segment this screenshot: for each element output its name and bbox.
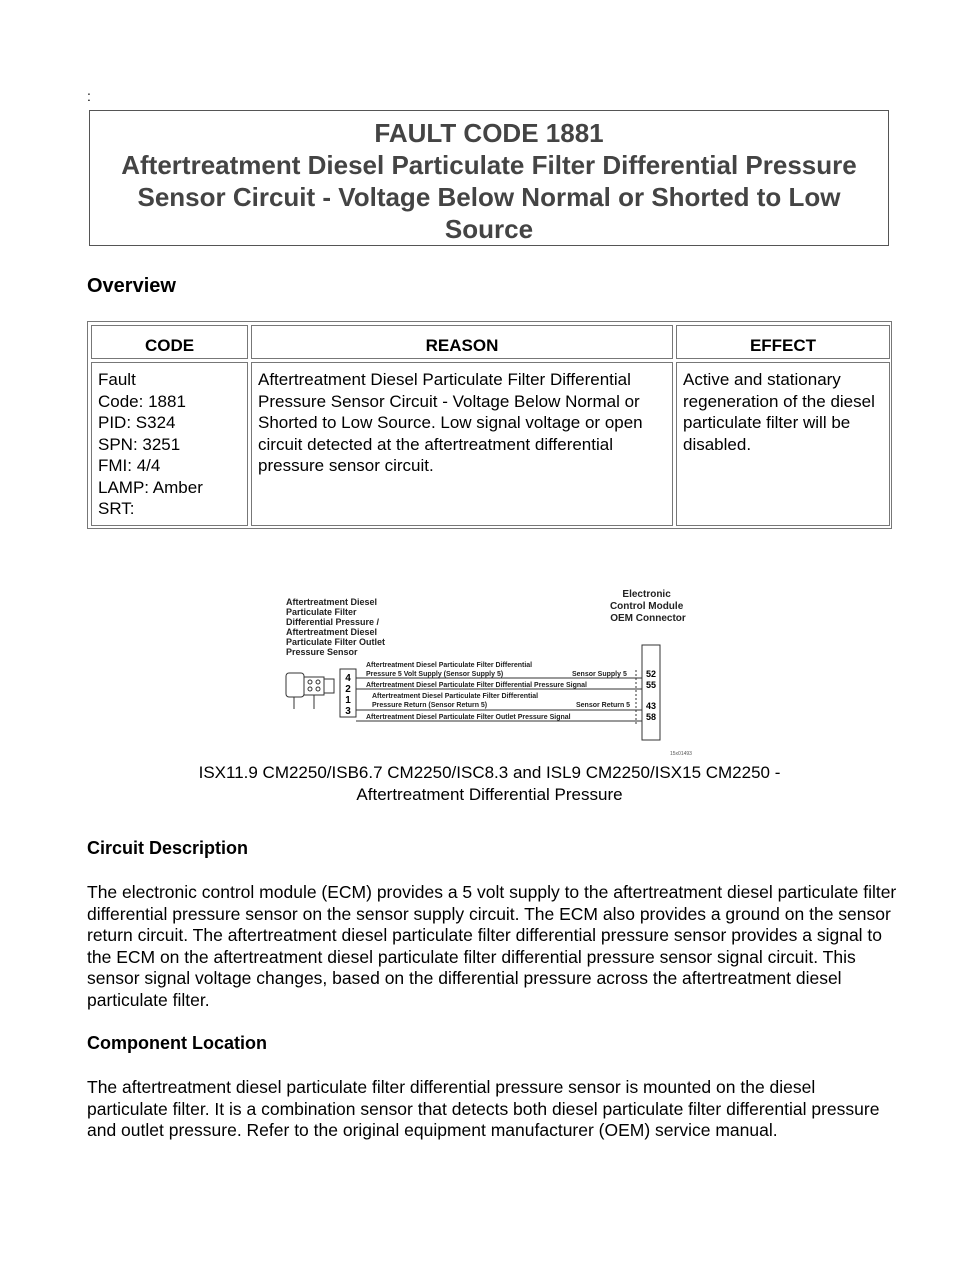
- code-line: Code: 1881: [98, 391, 186, 411]
- ecm-connector: [642, 645, 660, 740]
- reason-cell: Aftertreatment Diesel Particulate Filter Differential Pressure Sensor Circuit - Voltage Below Normal or Shorted to Low Source. Low signal voltage or open circuit detected at the aftertreatment differential pressure sensor circuit.: [251, 362, 673, 526]
- wire-label: Pressure Return (Sensor Return 5): [372, 702, 488, 709]
- sensor-pin: 3: [345, 706, 351, 717]
- ecm-pin: 58: [645, 712, 657, 722]
- circuit-description-text: The electronic control module (ECM) provides a 5 volt supply to the aftertreatment diesel particulate filter differential pressure sensor on the sensor supply circuit. The ECM also provides a ground on the sensor return circuit. The aftertreatment diesel particulate filter differential pressure sensor provides a signal to the ECM on the aftertreatment diesel particulate filter differential pressure sensor signal circuit. This sensor signal voltage changes, based on the differential pressure across the aftertreatment diesel particulate filter.: [87, 882, 897, 1010]
- column-header-effect: EFFECT: [676, 325, 890, 359]
- sensor-label-line: Particulate Filter: [286, 607, 357, 617]
- code-line: SPN: 3251: [98, 434, 181, 454]
- code-line: PID: S324: [98, 413, 176, 432]
- wire-label: Sensor Return 5: [576, 702, 631, 709]
- sensor-pin: 1: [345, 695, 351, 706]
- wire-label: Aftertreatment Diesel Particulate Filter Differential: [366, 662, 533, 669]
- ecm-label-line: Control Module: [609, 601, 684, 612]
- ecm-pin: 52: [645, 669, 657, 679]
- caption-line: ISX11.9 CM2250/ISB6.7 CM2250/ISC8.3 and ISL9 CM2250/ISX15 CM2250 -: [198, 763, 781, 782]
- figure-id: 15x01493: [670, 751, 692, 757]
- fault-code-title: FAULT CODE 1881: [374, 118, 604, 148]
- sensor-pin: 2: [345, 684, 351, 695]
- ecm-label-line: Electronic: [622, 589, 671, 600]
- fault-table: [87, 321, 892, 529]
- wire-label: Aftertreatment Diesel Particulate Filter Differential: [372, 693, 539, 700]
- ecm-label-line: OEM Connector: [610, 613, 686, 624]
- code-line: Fault: [98, 370, 136, 389]
- wiring-diagram: [280, 585, 700, 760]
- sensor-label-line: Particulate Filter Outlet: [286, 637, 386, 647]
- column-header-code: CODE: [91, 325, 248, 359]
- sensor-label-line: Aftertreatment Diesel: [286, 597, 378, 607]
- fault-description-title: Aftertreatment Diesel Particulate Filter Differential Pressure Sensor Circuit - Voltage Below Normal or Shorted to Low Source: [121, 150, 857, 244]
- sensor-label-line: Differential Pressure /: [286, 617, 380, 627]
- sensor-label: [286, 597, 388, 657]
- column-header-reason: REASON: [251, 325, 673, 359]
- ecm-label: [610, 589, 686, 624]
- ecm-pin: 43: [645, 701, 657, 711]
- component-location-text: The aftertreatment diesel particulate filter differential pressure sensor is mounted on the diesel particulate filter. It is a combination sensor that detects both diesel particulate filter differential pressure and outlet pressure. Refer to the original equipment manufacturer (OEM) service manual.: [87, 1077, 880, 1140]
- fault-title-box: [89, 110, 889, 246]
- wire-label: Aftertreatment Diesel Particulate Filter Differential Pressure Signal: [366, 682, 587, 689]
- circuit-description-heading: Circuit Description: [87, 838, 249, 858]
- ecm-pin: 55: [645, 680, 657, 690]
- code-line: SRT:: [98, 499, 135, 518]
- wire-label: Aftertreatment Diesel Particulate Filter Outlet Pressure Signal: [366, 714, 571, 721]
- sensor-label-line: Aftertreatment Diesel: [286, 627, 378, 637]
- page-prefix: :: [87, 88, 91, 104]
- wire-label: Sensor Supply 5: [572, 671, 627, 678]
- sensor-label-line: Pressure Sensor: [286, 647, 358, 657]
- effect-cell: Active and stationary regeneration of the diesel particulate filter will be disabled.: [676, 362, 890, 526]
- code-cell: [91, 362, 248, 526]
- code-line: LAMP: Amber: [98, 477, 203, 497]
- pressure-sensor-icon: [286, 673, 334, 709]
- wire-label: Pressure 5 Volt Supply (Sensor Supply 5): [366, 671, 504, 678]
- diagram-caption: [87, 762, 892, 805]
- sensor-pin: 4: [345, 673, 351, 684]
- code-line: FMI: 4/4: [98, 456, 161, 475]
- caption-line: Aftertreatment Differential Pressure: [356, 784, 623, 804]
- component-location-heading: Component Location: [87, 1033, 267, 1053]
- overview-heading: Overview: [87, 275, 176, 297]
